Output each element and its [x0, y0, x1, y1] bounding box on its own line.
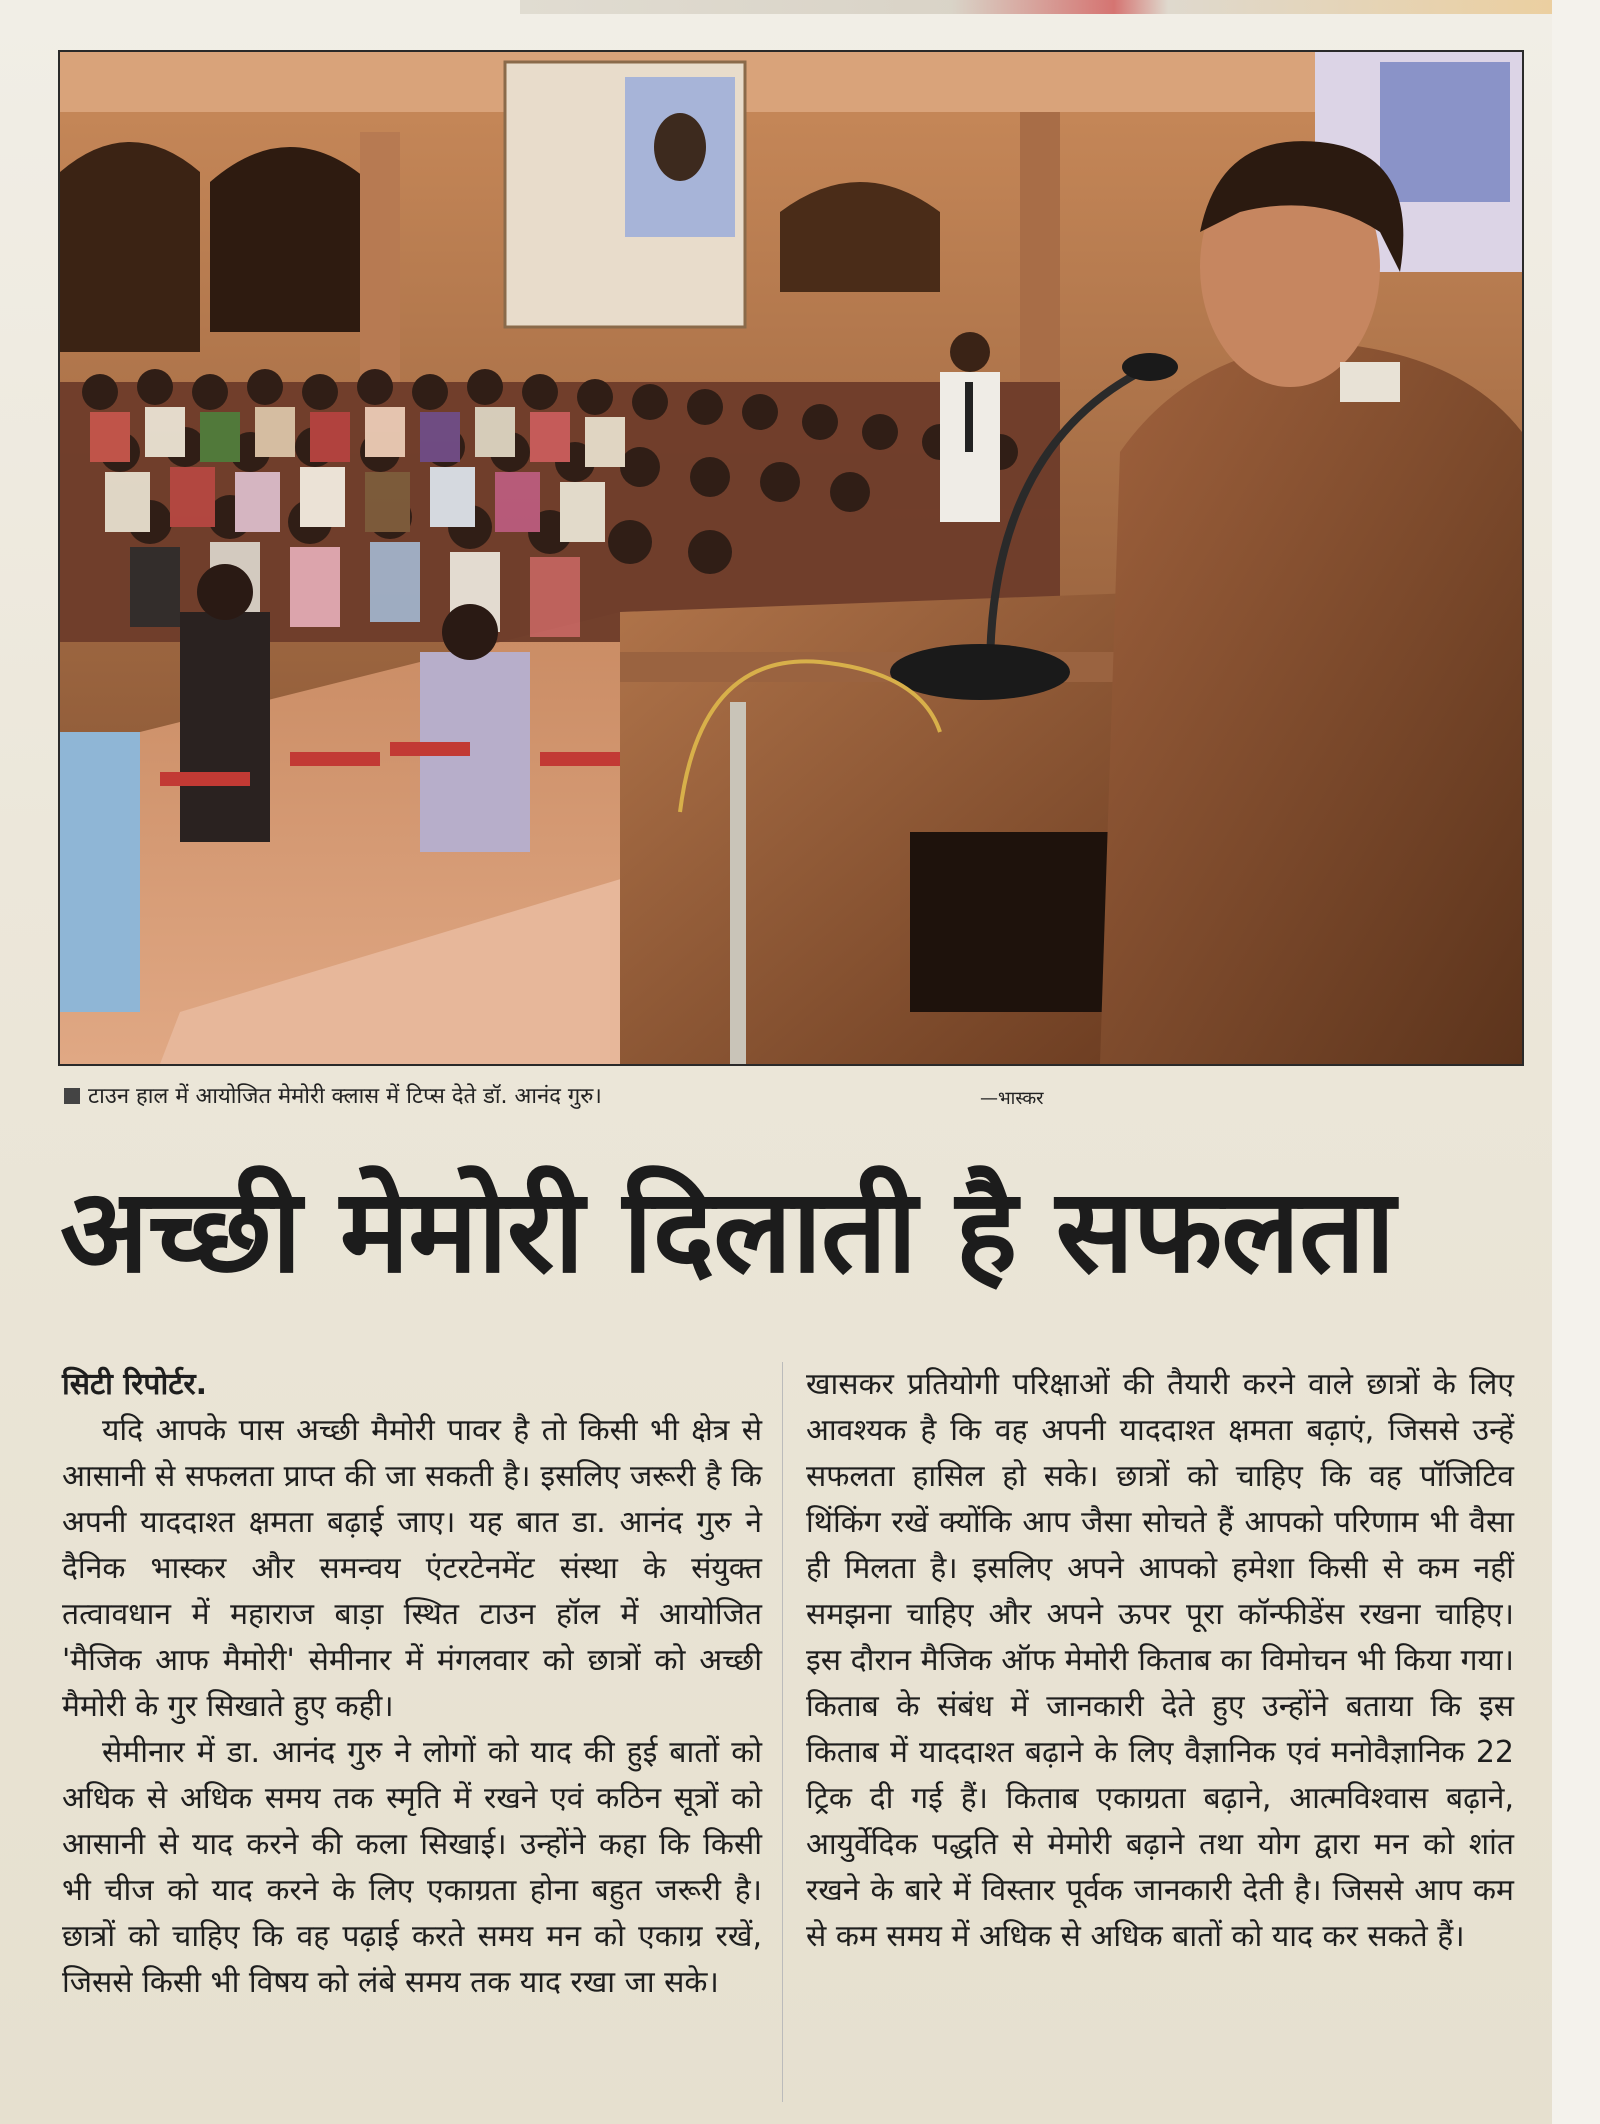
photo-credit: —भास्कर: [980, 1088, 1044, 1109]
event-photo: [58, 50, 1524, 1066]
adjacent-page-edge: [1552, 0, 1600, 2124]
seminar-photo-illustration: [60, 52, 1522, 1064]
photo-caption: [64, 1080, 1516, 1116]
adjacent-page-strip: [520, 0, 1600, 14]
article-paragraph: खासकर प्रतियोगी परिक्षाओं की तैयारी करने वाले छात्रों के लिए आवश्यक है कि वह अपनी याददाश्त क्षमता बढ़ाएं, जिससे उन्हें सफलता हासिल हो सके। छात्रों को चाहिए कि वह पॉजिटिव थिंकिंग रखें क्योंकि आप जैसा सोचते हैं आपको परिणाम भी वैसा ही मिलता है। इसलिए अपने आपको हमेशा किसी से कम नहीं समझना चाहिए और अपने ऊपर पूरा कॉन्फीडेंस रखना चाहिए। इस दौरान मैजिक ऑफ मेमोरी किताब का विमोचन भी किया गया। किताब के संबंध में जानकारी देते हुए उन्होंने बताया कि इस किताब में याददाश्त बढ़ाने के लिए वैज्ञानिक एवं मनोवैज्ञानिक 22 ट्रिक दी गई हैं। किताब एकाग्रता बढ़ाने, आत्मविश्वास बढ़ाने, आयुर्वेदिक पद्धति से मेमोरी बढ़ाने तथा योग द्वारा मन को शांत रखने के बारे में विस्तार पूर्वक जानकारी देती है। जिससे आप कम से कम समय में अधिक से अधिक बातों को याद कर सकते हैं।: [806, 1367, 1514, 1954]
column-divider: [782, 1362, 783, 2102]
byline: सिटी रिपोर्टर.: [62, 1367, 208, 1402]
article-paragraph: यदि आपके पास अच्छी मैमोरी पावर है तो किसी भी क्षेत्र से आसानी से सफलता प्राप्त की जा सकती है। इसलिए जरूरी है कि अपनी याददाश्त क्षमता बढ़ाई जाए। यह बात डा. आनंद गुरु ने दैनिक भास्कर और समन्वय एंटरटेनमेंट संस्था के संयुक्त तत्वावधान में महाराज बाड़ा स्थित टाउन हॉल में आयोजित 'मैजिक आफ मैमोरी' सेमीनार में मंगलवार को छात्रों को अच्छी मैमोरी के गुर सिखाते हुए कही।: [62, 1413, 762, 1724]
article-column-right: [806, 1362, 1514, 1960]
headline: अच्छी मेमोरी दिलाती है सफलता: [60, 1164, 1395, 1299]
article-column-left: [62, 1362, 762, 2006]
caption-text: टाउन हाल में आयोजित मेमोरी क्लास में टिप्स देते डॉ. आनंद गुरु।: [88, 1084, 602, 1109]
article-paragraph: सेमीनार में डा. आनंद गुरु ने लोगों को याद की हुई बातों को अधिक से अधिक समय तक स्मृति में रखने एवं कठिन सूत्रों को आसानी से याद करने की कला सिखाई। उन्होंने कहा कि किसी भी चीज को याद करने के लिए एकाग्रता होना बहुत जरूरी है। छात्रों को चाहिए कि वह पढ़ाई करते समय मन को एकाग्र रखें, जिससे किसी भी विषय को लंबे समय तक याद रखा जा सके।: [62, 1735, 762, 2000]
caption-bullet-icon: [64, 1088, 80, 1104]
